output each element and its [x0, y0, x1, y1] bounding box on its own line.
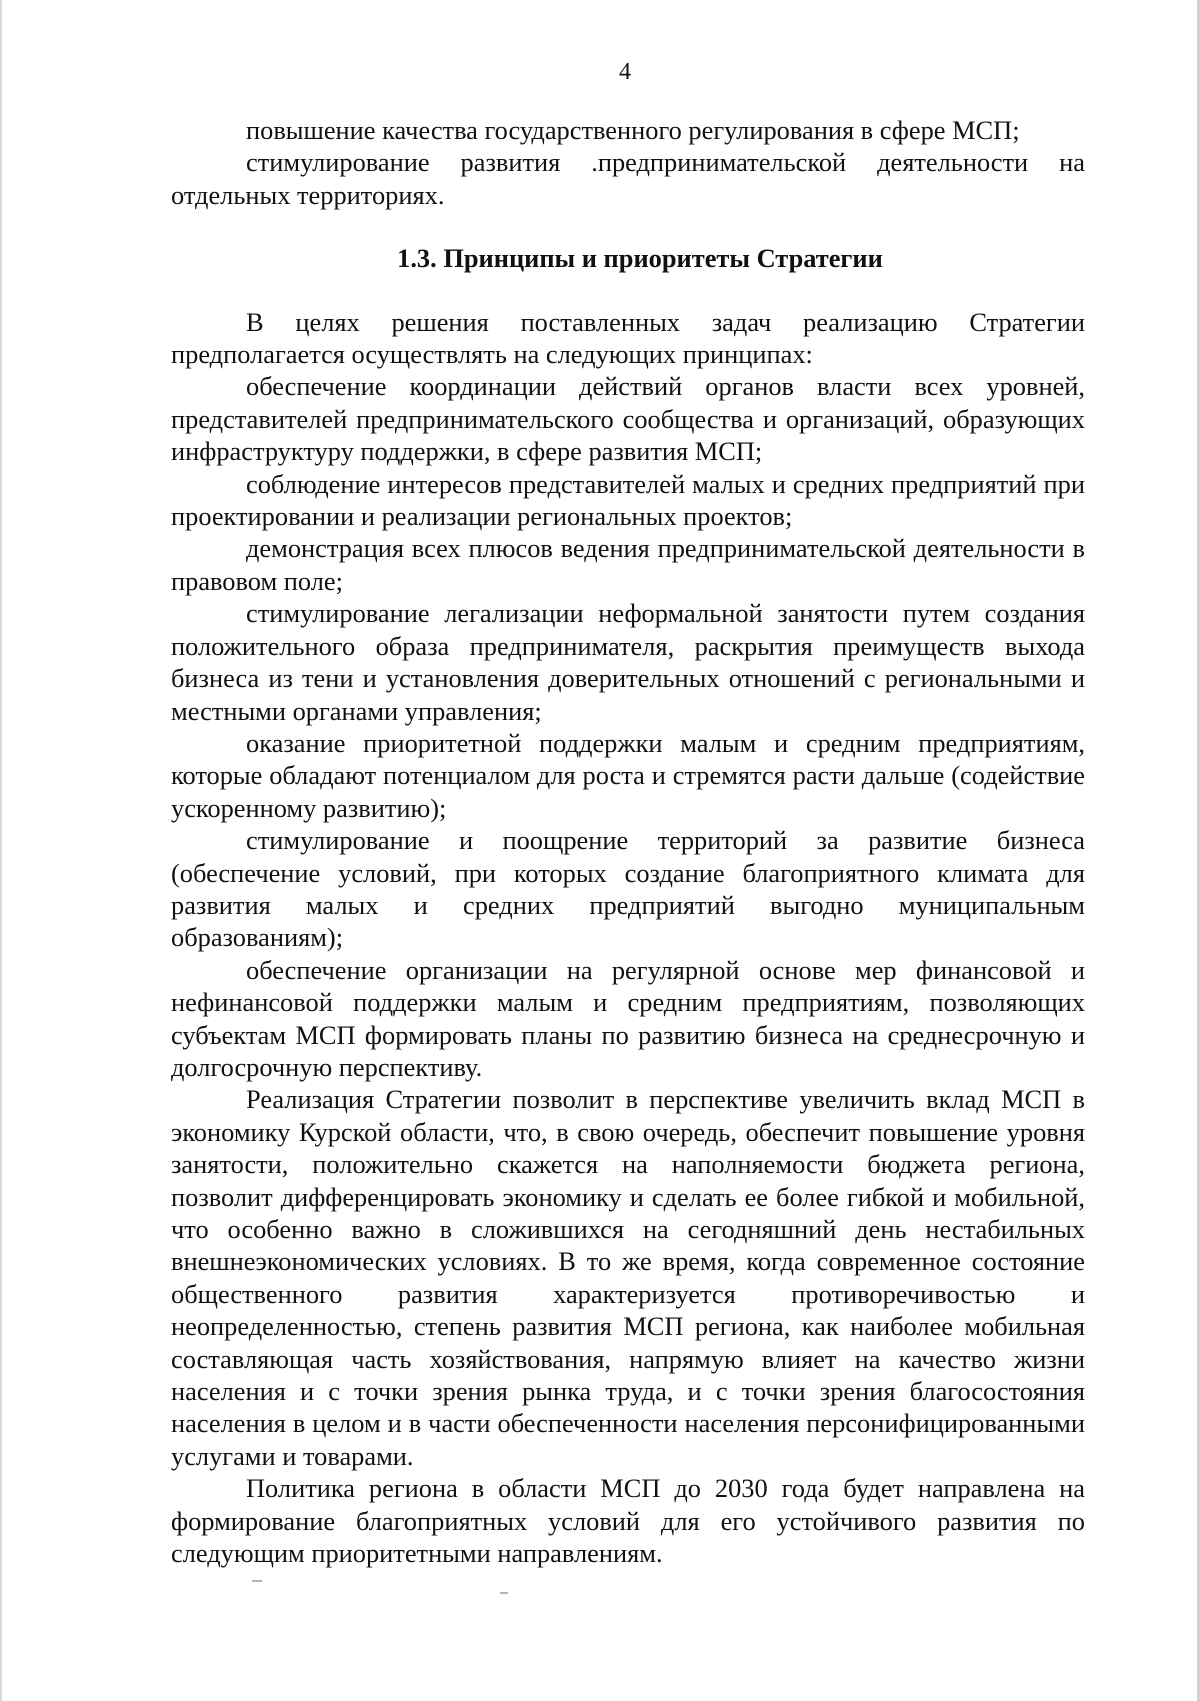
spacer [171, 211, 1085, 242]
principle-coordination: обеспечение координации действий органов власти всех уровней, представителей предпринимательского сообщества и организаций, образующих инфраструктуру поддержки, в сфере развития МСП; [171, 371, 1085, 467]
spacer [171, 275, 1085, 306]
principle-financial-support: обеспечение организации на регулярной основе мер финансовой и нефинансовой поддержки малым и средним предприятиям, позволяющих субъектам МСП формировать планы по развитию бизнеса на среднесрочную и долгосрочную перспективу. [171, 954, 1085, 1082]
principle-priority-support: оказание приоритетной поддержки малым и средним предприятиям, которые обладают потенциалом для роста и стремятся расти дальше (содействие ускоренному развитию); [171, 727, 1085, 823]
body-paragraph-implementation: Реализация Стратегии позволит в перспективе увеличить вклад МСП в экономику Курской области, что, в свою очередь, обеспечит повышение уровня занятости, положительно скажется на наполняемости бюджета региона, позволит дифференцировать экономику и сделать ее более гибкой и мобильной, что особенно важно в сложившихся на сегодняшний день нестабильных внешнеэкономических условиях. В то же время, когда современное состояние общественного развития характеризуется противоречивостью и неопределенностью, степень развития МСП региона, как наиболее мобильная составляющая часть хозяйствования, напрямую влияет на качество жизни населения и с точки зрения рынка труда, и с точки зрения благосостояния населения в целом и в части обеспеченности населения персонифицированными услугами и товарами. [171, 1084, 1085, 1471]
page-number: 4 [619, 59, 631, 85]
body-paragraph-policy: Политика региона в области МСП до 2030 года будет направлена на формирование благоприятных условий для его устойчивого развития по следующим приоритетными направлениям. [171, 1473, 1085, 1569]
principle-territories: стимулирование и поощрение территорий за развитие бизнеса (обеспечение условий, при которых создание благоприятного климата для развития малых и средних предприятий выгодно муниципальным образованиям); [171, 825, 1085, 953]
body-paragraph: В целях решения поставленных задач реализацию Стратегии предполагается осуществлять на следующих принципах: [171, 306, 1085, 370]
document-body [171, 114, 1085, 1569]
scan-artifact [252, 1580, 262, 1582]
principle-legalization: стимулирование легализации неформальной занятости путем создания положительного образа предпринимателя, раскрытия преимуществ выхода бизнеса из тени и установления доверительных отношений с региональными и местными органами управления; [171, 598, 1085, 726]
intro-paragraph-1: повышение качества государственного регулирования в сфере МСП; [246, 115, 1020, 145]
intro-paragraph-2: стимулирование развития .предпринимательской деятельности на отдельных территориях. [171, 147, 1085, 210]
section-heading: 1.3. Принципы и приоритеты Стратегии [397, 243, 883, 274]
scan-left-edge [0, 0, 2, 1701]
principle-demonstration: демонстрация всех плюсов ведения предпринимательской деятельности в правовом поле; [171, 533, 1085, 596]
scan-artifact [500, 1592, 508, 1594]
principle-interests: соблюдение интересов представителей малых и средних предприятий при проектировании и реализации региональных проектов; [171, 468, 1085, 532]
